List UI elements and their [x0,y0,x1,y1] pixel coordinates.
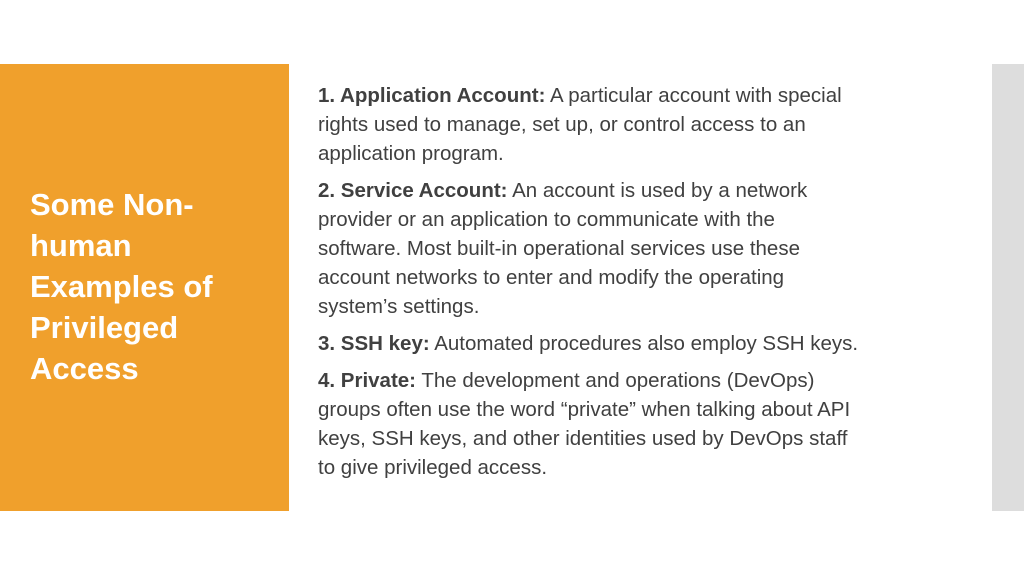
slide-title [30,184,275,389]
item-text: keys, SSH keys, and other identities used by DevOps staff [318,427,848,450]
item-text: to give privileged access. [318,456,548,479]
item-text: An account is used by a network [507,179,808,202]
title-line: Privileged [30,310,179,345]
item-text: application program. [318,142,504,165]
item-text: account networks to enter and modify the operating [318,266,785,289]
item-text: The development and operations (DevOps) [416,369,815,392]
item-text: Automated procedures also employ SSH keys. [429,332,859,355]
title-line: human [30,228,132,263]
item-first-line [318,329,978,358]
item-first-line [318,81,978,110]
item-text: provider or an application to communicate with the [318,208,775,231]
item-term: 3. SSH key: [318,332,430,355]
item-first-line [318,176,978,205]
title-line: Some Non- [30,187,194,222]
content-list [318,81,978,490]
item-text: rights used to manage, set up, or control access to an [318,113,806,136]
item-text: system’s settings. [318,295,480,318]
item-first-line [318,366,978,395]
list-item-ssh-key [318,329,978,358]
item-term: 2. Service Account: [318,179,508,202]
right-accent-bar [992,64,1024,511]
title-line: Access [30,351,139,386]
item-text: groups often use the word “private” when talking about API [318,398,851,421]
item-text: A particular account with special [545,84,842,107]
item-term: 1. Application Account: [318,84,546,107]
item-term: 4. Private: [318,369,416,392]
title-line: Examples of [30,269,213,304]
list-item-application-account [318,81,978,168]
list-item-service-account [318,176,978,321]
list-item-private [318,366,978,482]
item-text: software. Most built-in operational services use these [318,237,800,260]
